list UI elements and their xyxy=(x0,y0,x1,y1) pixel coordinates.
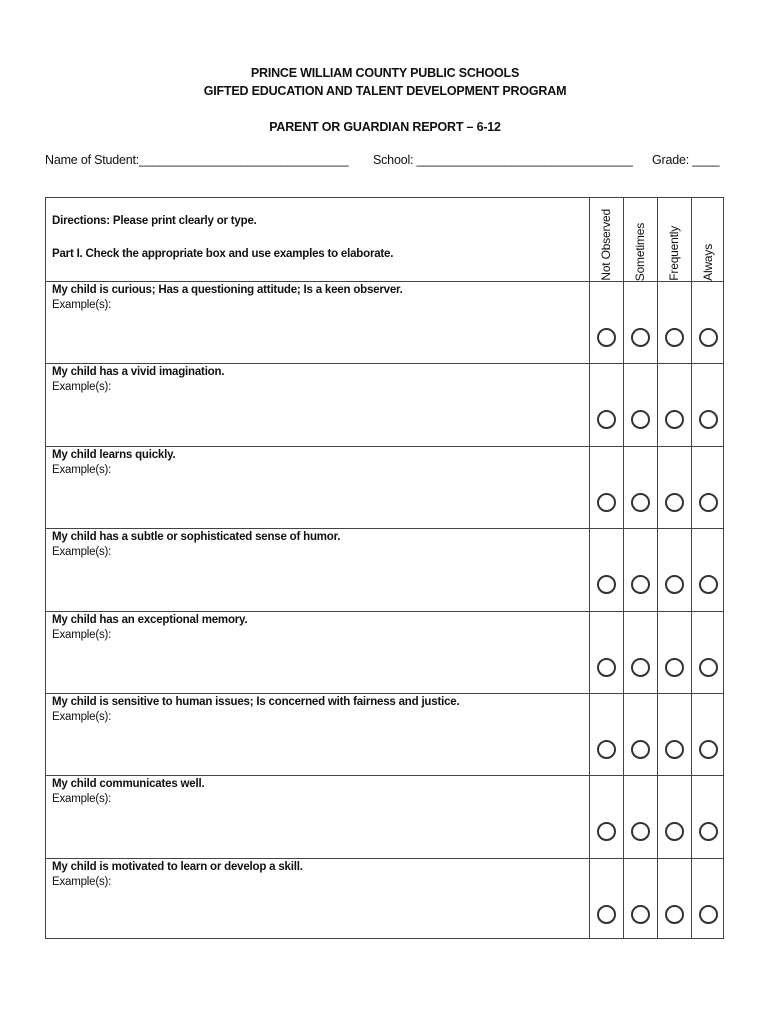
question-text: My child is sensitive to human issues; Is concerned with fairness and justice. xyxy=(52,696,460,708)
column-divider xyxy=(691,198,692,938)
grade-field[interactable]: Grade: ____ xyxy=(652,153,720,167)
column-header-always xyxy=(691,198,725,281)
school-district-title: PRINCE WILLIAM COUNTY PUBLIC SCHOOLS xyxy=(250,66,520,80)
question-text: My child is motivated to learn or develop a skill. xyxy=(52,860,303,873)
radio-frequently[interactable] xyxy=(665,575,684,594)
column-divider xyxy=(657,198,658,938)
examples-label: Example(s): xyxy=(52,628,112,641)
column-header-label: Frequently xyxy=(667,226,681,281)
radio-not-observed[interactable] xyxy=(597,575,616,594)
radio-frequently[interactable] xyxy=(665,410,684,429)
radio-frequently[interactable] xyxy=(665,658,684,677)
radio-not-observed[interactable] xyxy=(597,493,616,512)
question-row xyxy=(46,446,589,528)
question-row xyxy=(46,693,589,775)
question-row xyxy=(46,363,589,445)
question-row xyxy=(46,775,589,857)
radio-always[interactable] xyxy=(699,493,718,512)
radio-sometimes[interactable] xyxy=(631,658,650,677)
radio-always[interactable] xyxy=(699,658,718,677)
report-title: PARENT OR GUARDIAN REPORT – 6-12 xyxy=(269,120,501,134)
radio-always[interactable] xyxy=(699,575,718,594)
column-header-label: Sometimes xyxy=(633,222,647,281)
radio-not-observed[interactable] xyxy=(597,328,616,347)
examples-label: Example(s): xyxy=(52,546,112,559)
question-text: My child has a subtle or sophisticated sense of humor. xyxy=(52,531,341,544)
examples-label: Example(s): xyxy=(52,875,112,888)
column-divider xyxy=(623,198,624,938)
radio-sometimes[interactable] xyxy=(631,410,650,429)
examples-label: Example(s): xyxy=(52,463,112,476)
question-text: My child communicates well. xyxy=(52,778,205,791)
radio-always[interactable] xyxy=(699,822,718,841)
radio-sometimes[interactable] xyxy=(631,328,650,347)
radio-not-observed[interactable] xyxy=(597,410,616,429)
examples-label: Example(s): xyxy=(52,793,112,806)
column-header-label: Not Observed xyxy=(599,209,613,281)
rating-table xyxy=(45,197,724,939)
question-text: My child has a vivid imagination. xyxy=(52,366,225,379)
radio-not-observed[interactable] xyxy=(597,822,616,841)
examples-label: Example(s): xyxy=(52,381,112,394)
question-row xyxy=(46,281,589,363)
question-text: My child has an exceptional memory. xyxy=(52,613,248,626)
radio-sometimes[interactable] xyxy=(631,905,650,924)
question-row xyxy=(46,611,589,693)
question-row xyxy=(46,528,589,610)
radio-sometimes[interactable] xyxy=(631,740,650,759)
directions-text: Directions: Please print clearly or type. xyxy=(52,215,257,227)
radio-frequently[interactable] xyxy=(665,328,684,347)
radio-frequently[interactable] xyxy=(665,493,684,512)
radio-sometimes[interactable] xyxy=(631,493,650,512)
examples-label: Example(s): xyxy=(52,299,112,311)
examples-label: Example(s): xyxy=(52,711,112,723)
radio-always[interactable] xyxy=(699,740,718,759)
column-divider xyxy=(589,198,590,938)
program-title: GIFTED EDUCATION AND TALENT DEVELOPMENT PROGRAM xyxy=(203,84,567,98)
column-header-sometimes xyxy=(623,198,657,281)
question-text: My child is curious; Has a questioning attitude; Is a keen observer. xyxy=(52,284,403,296)
radio-frequently[interactable] xyxy=(665,905,684,924)
question-text: My child learns quickly. xyxy=(52,448,176,461)
column-header-label: Always xyxy=(701,244,715,281)
school-field[interactable]: School: ________________________________ xyxy=(373,153,633,167)
radio-not-observed[interactable] xyxy=(597,658,616,677)
column-header-frequently xyxy=(657,198,691,281)
column-header-not-observed xyxy=(589,198,623,281)
radio-always[interactable] xyxy=(699,328,718,347)
radio-always[interactable] xyxy=(699,410,718,429)
radio-frequently[interactable] xyxy=(665,740,684,759)
radio-not-observed[interactable] xyxy=(597,740,616,759)
radio-always[interactable] xyxy=(699,905,718,924)
part-one-instructions: Part I. Check the appropriate box and use examples to elaborate. xyxy=(52,248,394,260)
radio-sometimes[interactable] xyxy=(631,822,650,841)
student-name-field[interactable]: Name of Student:_______________________________ xyxy=(45,153,349,167)
radio-frequently[interactable] xyxy=(665,822,684,841)
radio-not-observed[interactable] xyxy=(597,905,616,924)
question-row xyxy=(46,858,589,940)
radio-sometimes[interactable] xyxy=(631,575,650,594)
